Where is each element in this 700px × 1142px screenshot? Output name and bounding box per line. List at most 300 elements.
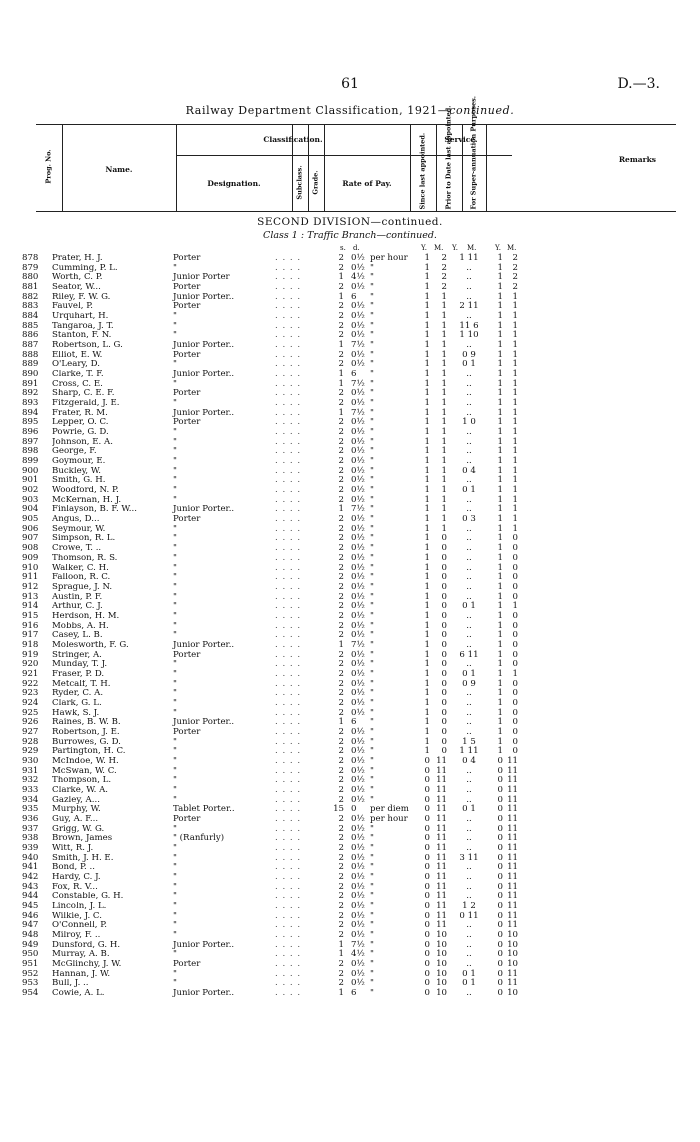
- table-row: [0, 438, 700, 448]
- cell-since-months: 11: [436, 842, 447, 853]
- leader-dots: . . . .: [275, 340, 302, 351]
- cell-super-months: 1: [512, 398, 518, 409]
- cell-prog-no: 917: [22, 630, 39, 641]
- cell-designation: ": [173, 601, 177, 612]
- cell-prior-to: ..: [466, 949, 472, 960]
- cell-rate-shillings: 2: [338, 668, 344, 679]
- cell-since-years: 0: [424, 872, 430, 882]
- cell-super-months: 1: [512, 388, 518, 399]
- cell-rate-pence: 0½: [351, 330, 365, 341]
- cell-designation: ": [173, 330, 177, 341]
- cell-prior-to: ..: [466, 939, 472, 950]
- cell-since-months: 2: [441, 282, 447, 293]
- cell-name: Clarke, T. F.: [52, 370, 104, 380]
- cell-super-months: 11: [507, 891, 518, 902]
- leader-dots: . . . .: [275, 330, 302, 341]
- cell-name: O'Connell, P.: [52, 921, 108, 931]
- leader-dots: . . . .: [275, 659, 302, 670]
- cell-prog-no: 947: [22, 920, 39, 931]
- cell-since-months: 1: [441, 436, 447, 447]
- cell-since-months: 1: [441, 378, 447, 389]
- leader-dots: . . . .: [275, 784, 302, 795]
- table-body: [0, 254, 700, 999]
- cell-name: Buckley, W.: [52, 466, 101, 476]
- cell-rate-pence: 0½: [351, 910, 365, 921]
- cell-super-months: 0: [512, 572, 518, 583]
- class-heading: Class 1 : Traffic Branch—continued.: [263, 230, 437, 241]
- cell-since-months: 1: [441, 291, 447, 302]
- cell-since-months: 1: [441, 301, 447, 312]
- cell-prior-to: 0 1: [462, 359, 476, 370]
- cell-rate-shillings: 1: [338, 378, 344, 389]
- cell-super-months: 11: [507, 978, 518, 989]
- cell-since-years: 1: [424, 639, 430, 650]
- table-row: [0, 322, 700, 332]
- cell-rate-unit: ": [370, 610, 374, 621]
- cell-name: Milroy, F. ..: [52, 931, 101, 941]
- cell-since-months: 1: [441, 523, 447, 534]
- cell-super-years: 1: [497, 514, 503, 525]
- table-row: [0, 534, 700, 544]
- cell-rate-pence: 0½: [351, 494, 365, 505]
- cell-name: Witt, R. J.: [52, 843, 94, 853]
- cell-name: Stanton, F. N.: [52, 331, 112, 341]
- cell-prior-to: ..: [466, 988, 472, 999]
- table-row: [0, 515, 700, 525]
- cell-rate-pence: 0½: [351, 591, 365, 602]
- table-row: [0, 844, 700, 854]
- cell-prior-to: 0 9: [462, 678, 476, 689]
- cell-rate-unit: per hour: [370, 813, 408, 824]
- cell-rate-shillings: 2: [338, 707, 344, 718]
- cell-prog-no: 939: [22, 842, 39, 853]
- leader-dots: . . . .: [275, 968, 302, 979]
- cell-prog-no: 933: [22, 784, 39, 795]
- leader-dots: . . . .: [275, 881, 302, 892]
- cell-super-years: 1: [497, 330, 503, 341]
- cell-rate-shillings: 1: [338, 504, 344, 515]
- cell-rate-unit: ": [370, 465, 374, 476]
- cell-prior-to: ..: [466, 881, 472, 892]
- table-row: [0, 892, 700, 902]
- cell-name: Woodford, N. P.: [52, 486, 119, 496]
- table-row: [0, 380, 700, 390]
- cell-rate-shillings: 1: [338, 717, 344, 728]
- cell-since-months: 1: [441, 349, 447, 360]
- cell-since-years: 1: [424, 456, 430, 467]
- cell-since-years: 1: [424, 562, 430, 573]
- leader-dots: . . . .: [275, 910, 302, 921]
- cell-rate-shillings: 2: [338, 630, 344, 641]
- cell-prior-to: 0 1: [462, 601, 476, 612]
- cell-rate-pence: 0½: [351, 562, 365, 573]
- cell-prog-no: 919: [22, 649, 39, 660]
- cell-rate-pence: 0½: [351, 959, 365, 970]
- cell-designation: Junior Porter..: [173, 504, 235, 515]
- cell-since-years: 0: [424, 852, 430, 863]
- table-row: [0, 389, 700, 399]
- table-row: [0, 738, 700, 748]
- cell-since-months: 11: [436, 765, 447, 776]
- cell-super-years: 1: [497, 562, 503, 573]
- cell-prog-no: 895: [22, 417, 39, 428]
- cell-super-months: 0: [512, 562, 518, 573]
- cell-name: Sharp, C. E. F.: [52, 389, 115, 399]
- cell-since-years: 0: [424, 978, 430, 989]
- cell-super-years: 1: [497, 301, 503, 312]
- cell-since-months: 2: [441, 272, 447, 283]
- cell-rate-shillings: 2: [338, 746, 344, 757]
- leader-dots: . . . .: [275, 765, 302, 776]
- cell-rate-unit: ": [370, 427, 374, 438]
- cell-rate-unit: ": [370, 959, 374, 970]
- cell-super-months: 0: [512, 543, 518, 554]
- cell-name: Gazley, A...: [52, 795, 100, 805]
- leader-dots: . . . .: [275, 649, 302, 660]
- table-row: [0, 293, 700, 303]
- cell-rate-unit: ": [370, 891, 374, 902]
- cell-since-months: 0: [441, 620, 447, 631]
- leader-dots: . . . .: [275, 272, 302, 283]
- cell-rate-shillings: 2: [338, 784, 344, 795]
- cell-rate-unit: ": [370, 746, 374, 757]
- cell-rate-pence: 7½: [351, 378, 365, 389]
- cell-since-months: 2: [441, 253, 447, 263]
- cell-designation: Junior Porter..: [173, 988, 235, 999]
- cell-prog-no: 908: [22, 543, 39, 554]
- cell-since-months: 11: [436, 784, 447, 795]
- cell-super-months: 0: [512, 552, 518, 563]
- table-row: [0, 941, 700, 951]
- cell-name: Munday, T. J.: [52, 660, 108, 670]
- cell-since-years: 0: [424, 794, 430, 805]
- cell-name: Prater, H. J.: [52, 254, 103, 263]
- table-row: [0, 496, 700, 506]
- cell-rate-pence: 0½: [351, 514, 365, 525]
- cell-name: Mobbs, A. H.: [52, 621, 109, 631]
- cell-super-years: 1: [497, 272, 503, 283]
- cell-rate-shillings: 2: [338, 446, 344, 457]
- cell-super-years: 0: [497, 920, 503, 931]
- cell-since-years: 0: [424, 755, 430, 766]
- cell-prior-to: 0 1: [462, 968, 476, 979]
- cell-super-months: 1: [512, 601, 518, 612]
- cell-prior-to: ..: [466, 543, 472, 554]
- cell-super-years: 1: [497, 456, 503, 467]
- cell-since-years: 0: [424, 901, 430, 912]
- cell-rate-shillings: 2: [338, 398, 344, 409]
- leader-dots: . . . .: [275, 591, 302, 602]
- cell-rate-shillings: 1: [338, 272, 344, 283]
- cell-prog-no: 883: [22, 301, 39, 312]
- cell-since-years: 0: [424, 804, 430, 815]
- cell-super-years: 0: [497, 968, 503, 979]
- cell-super-months: 0: [512, 717, 518, 728]
- cell-prog-no: 904: [22, 504, 39, 515]
- cell-super-months: 1: [512, 494, 518, 505]
- cell-rate-pence: 6: [351, 369, 357, 380]
- cell-since-years: 1: [424, 417, 430, 428]
- cell-designation: Junior Porter..: [173, 340, 235, 351]
- cell-rate-unit: ": [370, 649, 374, 660]
- table-row: [0, 854, 700, 864]
- cell-designation: ": [173, 823, 177, 834]
- cell-super-months: 11: [507, 842, 518, 853]
- cell-super-months: 0: [512, 736, 518, 747]
- leader-dots: . . . .: [275, 717, 302, 728]
- table-row: [0, 622, 700, 632]
- leader-dots: . . . .: [275, 891, 302, 902]
- prog-no-header: Prog. No.: [44, 149, 53, 184]
- cell-designation: ": [173, 775, 177, 786]
- cell-prior-to: ..: [466, 311, 472, 322]
- cell-rate-shillings: 2: [338, 388, 344, 399]
- cell-super-years: 1: [497, 572, 503, 583]
- cell-rate-shillings: 1: [338, 291, 344, 302]
- cell-rate-pence: 4½: [351, 949, 365, 960]
- cell-rate-shillings: 15: [333, 804, 344, 815]
- cell-designation: ": [173, 446, 177, 457]
- leader-dots: . . . .: [275, 262, 302, 273]
- cell-prior-to: ..: [466, 282, 472, 293]
- cell-designation: ": [173, 872, 177, 882]
- cell-super-months: 11: [507, 823, 518, 834]
- cell-prior-to: ..: [466, 813, 472, 824]
- cell-name: Finlayson, B. F. W...: [52, 505, 137, 515]
- cell-super-years: 1: [497, 630, 503, 641]
- cell-rate-shillings: 2: [338, 910, 344, 921]
- cell-super-months: 0: [512, 746, 518, 757]
- cell-since-months: 0: [441, 717, 447, 728]
- cell-designation: ": [173, 755, 177, 766]
- cell-rate-pence: 0½: [351, 930, 365, 941]
- leader-dots: . . . .: [275, 514, 302, 525]
- table-row: [0, 786, 700, 796]
- cell-super-years: 1: [497, 668, 503, 679]
- cell-rate-shillings: 2: [338, 872, 344, 882]
- cell-rate-shillings: 2: [338, 475, 344, 486]
- cell-designation: ": [173, 707, 177, 718]
- cell-rate-pence: 0½: [351, 707, 365, 718]
- cell-name: Partington, H. C.: [52, 747, 126, 757]
- cell-super-months: 1: [512, 446, 518, 457]
- cell-designation: ": [173, 494, 177, 505]
- cell-prog-no: 928: [22, 736, 39, 747]
- cell-rate-shillings: 2: [338, 968, 344, 979]
- leader-dots: . . . .: [275, 465, 302, 476]
- cell-designation: ": [173, 688, 177, 699]
- cell-designation: ": [173, 620, 177, 631]
- cell-prior-to: 11 6: [459, 320, 479, 331]
- cell-designation: Porter: [173, 253, 201, 263]
- cell-rate-pence: 6: [351, 291, 357, 302]
- cell-rate-shillings: 2: [338, 842, 344, 853]
- cell-rate-unit: ": [370, 436, 374, 447]
- cell-super-years: 1: [497, 340, 503, 351]
- cell-super-years: 0: [497, 794, 503, 805]
- cell-rate-unit: ": [370, 978, 374, 989]
- cell-designation: ": [173, 784, 177, 795]
- cell-super-years: 0: [497, 833, 503, 844]
- table-row: [0, 428, 700, 438]
- cell-name: George, F.: [52, 447, 97, 457]
- cell-rate-unit: ": [370, 552, 374, 563]
- cell-name: McGlinchy, J. W.: [52, 960, 122, 970]
- remarks-header: Remarks: [618, 155, 656, 164]
- cell-name: Hawk, S. J.: [52, 708, 100, 718]
- cell-rate-unit: ": [370, 872, 374, 882]
- cell-super-months: 0: [512, 649, 518, 660]
- cell-since-years: 1: [424, 359, 430, 370]
- leader-dots: . . . .: [275, 620, 302, 631]
- cell-rate-unit: ": [370, 311, 374, 322]
- cell-super-months: 10: [507, 988, 518, 999]
- cell-rate-unit: ": [370, 359, 374, 370]
- cell-rate-shillings: 2: [338, 891, 344, 902]
- table-row: [0, 767, 700, 777]
- cell-rate-shillings: 2: [338, 562, 344, 573]
- cell-since-years: 0: [424, 823, 430, 834]
- table-row: [0, 467, 700, 477]
- cell-prog-no: 896: [22, 427, 39, 438]
- cell-super-months: 11: [507, 910, 518, 921]
- cell-rate-unit: ": [370, 736, 374, 747]
- cell-designation: ": [173, 581, 177, 592]
- cell-name: Burrowes, G. D.: [52, 737, 121, 747]
- cell-super-years: 1: [497, 311, 503, 322]
- cell-name: Constable, G. H.: [52, 892, 124, 902]
- cell-prior-to: 0 4: [462, 755, 476, 766]
- cell-rate-pence: 0½: [351, 862, 365, 873]
- cell-prog-no: 938: [22, 833, 39, 844]
- cell-since-years: 1: [424, 253, 430, 263]
- table-row: [0, 931, 700, 941]
- cell-since-months: 11: [436, 813, 447, 824]
- cell-prog-no: 899: [22, 456, 39, 467]
- cell-rate-pence: 0½: [351, 649, 365, 660]
- cell-super-years: 1: [497, 610, 503, 621]
- cell-prog-no: 907: [22, 533, 39, 544]
- cell-super-months: 0: [512, 581, 518, 592]
- cell-since-years: 1: [424, 746, 430, 757]
- cell-designation: ": [173, 668, 177, 679]
- cell-rate-unit: ": [370, 369, 374, 380]
- cell-rate-unit: ": [370, 388, 374, 399]
- table-row: [0, 902, 700, 912]
- cell-name: Tangaroa, J. T.: [52, 321, 114, 331]
- cell-rate-shillings: 2: [338, 533, 344, 544]
- cell-designation: ": [173, 910, 177, 921]
- table-row: [0, 302, 700, 312]
- cell-rate-pence: 7½: [351, 939, 365, 950]
- table-row: [0, 680, 700, 690]
- cell-rate-pence: 0½: [351, 813, 365, 824]
- cell-since-months: 1: [441, 407, 447, 418]
- cell-since-months: 10: [436, 959, 447, 970]
- name-header: Name.: [105, 165, 133, 174]
- cell-rate-shillings: 2: [338, 523, 344, 534]
- cell-prior-to: ..: [466, 891, 472, 902]
- cell-rate-unit: ": [370, 485, 374, 496]
- cell-name: Herdson, H. M.: [52, 611, 120, 621]
- cell-prog-no: 913: [22, 591, 39, 602]
- cell-name: Seymour, W.: [52, 524, 106, 534]
- cell-since-months: 11: [436, 910, 447, 921]
- cell-prog-no: 940: [22, 852, 39, 863]
- cell-name: McIndoe, W. H.: [52, 756, 119, 766]
- cell-prog-no: 886: [22, 330, 39, 341]
- leader-dots: . . . .: [275, 726, 302, 737]
- cell-super-years: 1: [497, 446, 503, 457]
- cell-super-years: 1: [497, 494, 503, 505]
- cell-since-years: 0: [424, 949, 430, 960]
- cell-super-months: 10: [507, 949, 518, 960]
- cell-since-years: 1: [424, 494, 430, 505]
- cell-rate-unit: ": [370, 881, 374, 892]
- table-row: [0, 670, 700, 680]
- cell-rate-unit: ": [370, 543, 374, 554]
- cell-rate-shillings: 2: [338, 359, 344, 370]
- cell-prog-no: 935: [22, 804, 39, 815]
- table-row: [0, 554, 700, 564]
- cell-designation: ": [173, 456, 177, 467]
- cell-prior-to: ..: [466, 833, 472, 844]
- cell-rate-pence: 0½: [351, 398, 365, 409]
- cell-rate-pence: 0½: [351, 842, 365, 853]
- cell-prior-to: ..: [466, 930, 472, 941]
- cell-since-years: 1: [424, 523, 430, 534]
- table-row: [0, 747, 700, 757]
- cell-name: Worth, C. P.: [52, 273, 103, 283]
- cell-since-years: 1: [424, 262, 430, 273]
- cell-rate-unit: ": [370, 282, 374, 293]
- cell-prior-to: ..: [466, 765, 472, 776]
- cell-since-months: 0: [441, 697, 447, 708]
- cell-rate-pence: 0½: [351, 253, 365, 263]
- cell-prior-to: ..: [466, 659, 472, 670]
- grade-header: Grade.: [311, 170, 320, 195]
- cell-super-years: 1: [497, 504, 503, 515]
- cell-super-months: 1: [512, 311, 518, 322]
- cell-super-years: 0: [497, 881, 503, 892]
- leader-dots: . . . .: [275, 775, 302, 786]
- leader-dots: . . . .: [275, 301, 302, 312]
- cell-designation: ": [173, 765, 177, 776]
- cell-designation: ": [173, 523, 177, 534]
- cell-rate-pence: 0½: [351, 456, 365, 467]
- cell-rate-shillings: 2: [338, 862, 344, 873]
- cell-prog-no: 948: [22, 930, 39, 941]
- title-continued: —continued.: [437, 104, 515, 117]
- cell-rate-unit: ": [370, 475, 374, 486]
- cell-prior-to: ..: [466, 794, 472, 805]
- cell-name: Bond, P. ..: [52, 863, 95, 873]
- leader-dots: . . . .: [275, 446, 302, 457]
- cell-super-months: 0: [512, 726, 518, 737]
- cell-name: Walker, C. H.: [52, 563, 109, 573]
- cell-prior-to: 1 11: [459, 253, 479, 263]
- table-row: [0, 970, 700, 980]
- cell-super-months: 1: [512, 465, 518, 476]
- cell-since-years: 0: [424, 910, 430, 921]
- cell-name: Frater, R. M.: [52, 408, 108, 418]
- cell-since-years: 1: [424, 446, 430, 457]
- cell-since-months: 0: [441, 688, 447, 699]
- cell-rate-unit: ": [370, 581, 374, 592]
- cell-designation: ": [173, 697, 177, 708]
- cell-super-months: 1: [512, 504, 518, 515]
- unit-m: M.: [507, 244, 517, 252]
